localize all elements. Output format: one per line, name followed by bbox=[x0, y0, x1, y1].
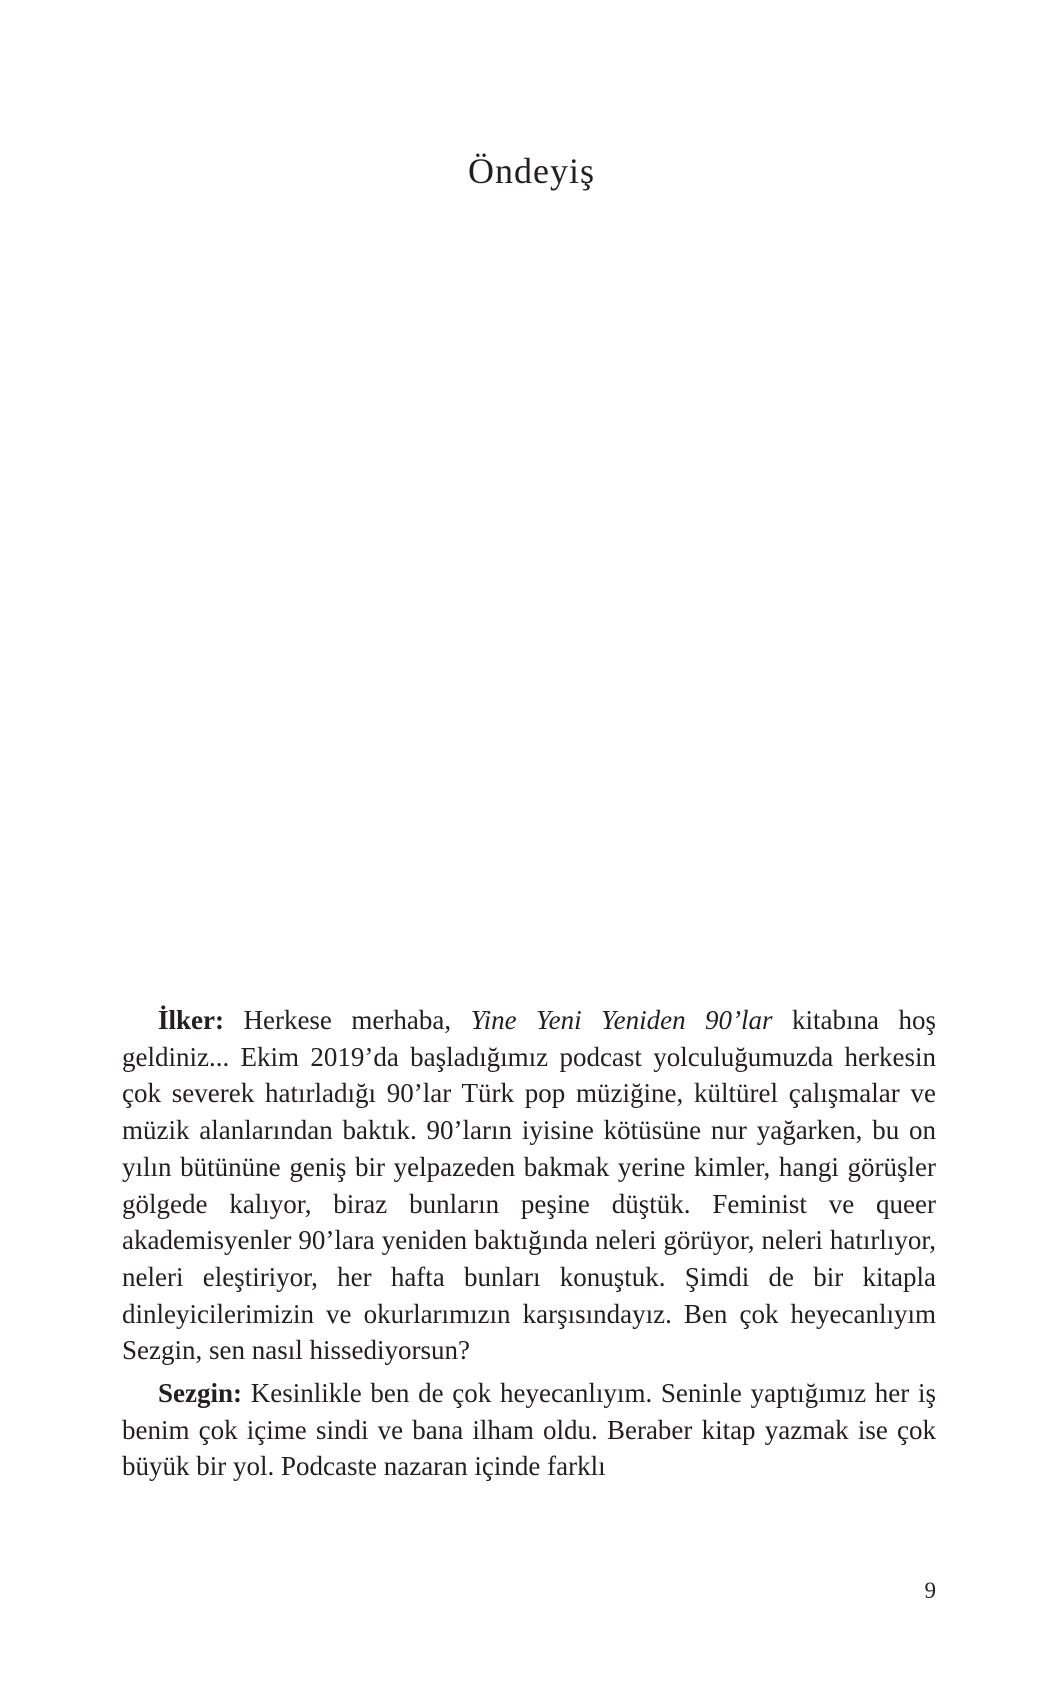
chapter-title: Öndeyiş bbox=[468, 151, 595, 191]
paragraph-sezgin bbox=[122, 1375, 936, 1485]
speaker-ilker: İlker: bbox=[158, 1005, 224, 1035]
paragraph-ilker-intro: Herkese merhaba, bbox=[223, 1005, 471, 1035]
paragraph-ilker bbox=[122, 1002, 936, 1369]
book-title: Yine Yeni Yeniden 90’lar bbox=[470, 1005, 773, 1035]
speaker-sezgin: Sezgin: bbox=[158, 1378, 242, 1409]
paragraph-sezgin-text: Kesinlikle ben de çok heyecanlıyım. Seninle yaptığımız her iş benim çok içime sindi ve bana ilham oldu. Beraber kitap yazmak ise çok büyük bir yol. Podcaste nazaran içinde farklı bbox=[122, 1378, 936, 1482]
page-number: 9 bbox=[924, 1578, 936, 1603]
paragraph-ilker-text: kitabına hoş geldiniz... Ekim 2019’da başladığımız podcast yolculuğumuzda herkesin çok severek hatırladığı 90’lar Türk pop müziğine, kültürel çalışmalar ve müzik alanlarından baktık. 90’ların iyisine kötüsüne nur yağarken, bu on yılın bütününe geniş bir yelpazeden bakmak yerine kimler, hangi görüşler gölgede kalıyor, biraz bunların peşine düştük. Feminist ve queer akademisyenler 90’lara yeniden baktığında neleri görüyor, neleri hatırlıyor, neleri eleştiriyor, her hafta bunları konuştuk. Şimdi de bir kitapla dinleyicilerimizin ve okurlarımızın karşısındayız. Ben çok heyecanlıyım Sezgin, sen nasıl hissediyorsun? bbox=[122, 1005, 936, 1366]
body-text bbox=[122, 1002, 936, 1485]
